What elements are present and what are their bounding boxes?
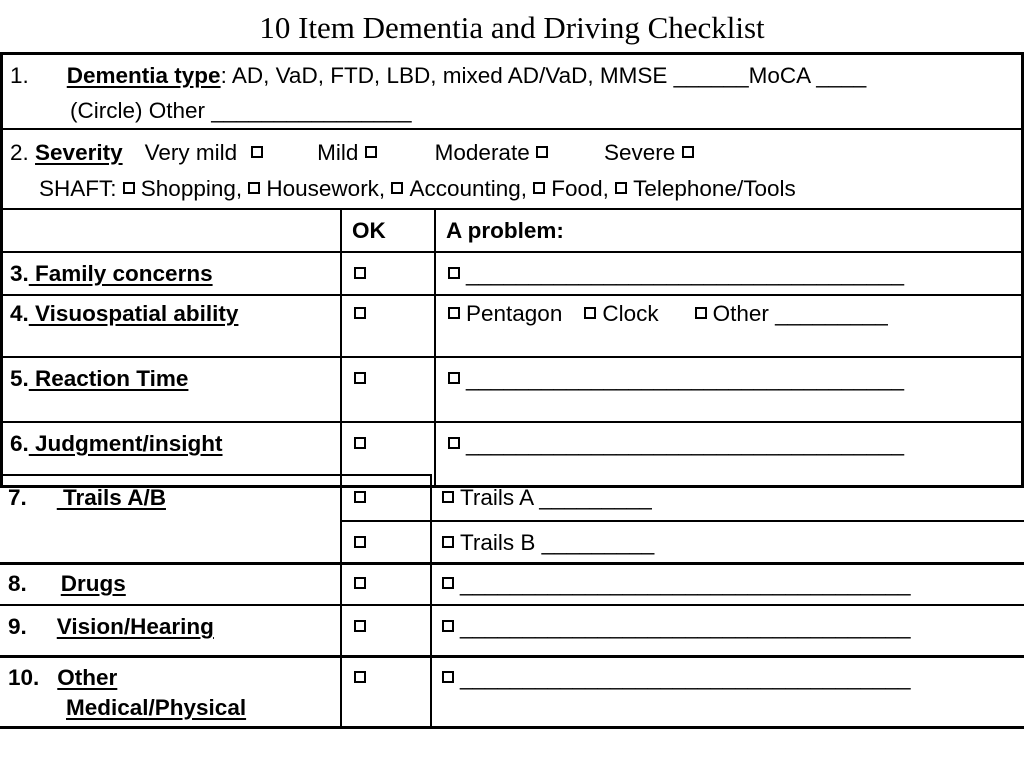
item-number: 1. [10,63,29,88]
checkbox[interactable] [448,267,460,279]
shaft-shopping: Shopping, [140,176,243,201]
problem-cell [442,613,910,641]
shaft-housework: Housework, [266,176,386,201]
checkbox[interactable] [123,182,135,194]
ok-cell [354,613,372,641]
severity-label: Severity [35,140,123,165]
checkbox[interactable] [615,182,627,194]
shaft-label: SHAFT: [39,176,117,201]
ok-cell [354,529,372,557]
checkbox[interactable] [448,437,460,449]
problem-cell [442,484,652,512]
column-divider [340,208,342,487]
dementia-type-other: (Circle) Other ________________ [70,98,412,123]
problem-blank: ____________________________________ [460,614,911,639]
problem-blank: ____________________________________ [460,665,911,690]
dementia-type-label: Dementia type [66,63,221,88]
ok-cell [354,430,372,458]
checkbox[interactable] [365,146,377,158]
checkbox[interactable] [682,146,694,158]
row-divider [0,655,1024,658]
problem-cell [442,570,910,598]
problem-blank: ___________________________________ [466,366,904,391]
shaft-telephone-tools: Telephone/Tools [633,176,796,201]
row-divider [0,562,1024,565]
checkbox[interactable] [442,577,454,589]
other-medical-label-line2: Medical/Physical [66,695,247,720]
row-divider [0,604,1024,606]
column-divider [430,474,432,728]
other-medical-label-line1: Other [57,665,118,690]
item-number: 2. [10,140,29,165]
column-divider [340,474,342,728]
column-header-ok: OK [352,218,386,243]
problem-cell [448,430,904,458]
checkbox[interactable] [391,182,403,194]
severity-moderate: Moderate [434,140,530,165]
shaft-row [39,175,796,203]
severity-very-mild: Very mild [144,140,238,165]
item-8-label: 8. Drugs [8,571,126,596]
item-6-label: 6. Judgment/insight [10,431,223,456]
row-divider [0,208,1024,210]
checkbox[interactable] [354,491,366,503]
column-divider [434,208,436,487]
item-7-label: 7. Trails A/B [8,485,166,510]
row-divider [0,294,1024,296]
pentagon-option: Pentagon [466,301,563,326]
ok-cell [354,664,372,692]
checkbox[interactable] [584,307,596,319]
clock-option: Clock [602,301,659,326]
checkbox[interactable] [354,267,366,279]
checkbox[interactable] [354,536,366,548]
visuospatial-label: Visuospatial ability [28,301,239,326]
item-9-label: 9. Vision/Hearing [8,614,214,639]
problem-cell [448,300,888,328]
family-concerns-label: Family concerns [28,261,213,286]
item-10-label: 10. Other [8,665,118,690]
row-divider [0,421,1024,423]
checkbox[interactable] [354,372,366,384]
item-3-label: 3. Family concerns [10,261,213,286]
checkbox[interactable] [533,182,545,194]
column-header-problem: A problem: [446,218,564,243]
row-divider [342,520,1024,522]
row-divider [0,474,430,476]
item-4-label: 4. Visuospatial ability [10,301,239,326]
problem-blank: ___________________________________ [466,261,904,286]
problem-blank: ____________________________________ [460,571,911,596]
trails-a: Trails A _________ [460,485,652,510]
checkbox[interactable] [354,307,366,319]
checkbox[interactable] [536,146,548,158]
table-top-border [0,52,1024,55]
shaft-food: Food, [551,176,609,201]
page-title: 10 Item Dementia and Driving Checklist [259,10,765,45]
checkbox[interactable] [448,307,460,319]
problem-blank: ___________________________________ [466,431,904,456]
checkbox[interactable] [354,620,366,632]
checkbox[interactable] [448,372,460,384]
checkbox[interactable] [354,437,366,449]
other-option: Other _________ [712,301,888,326]
row-divider [0,251,1024,253]
severity-severe: Severe [603,140,676,165]
ok-cell [354,570,372,598]
ok-cell [354,484,372,512]
vision-hearing-label: Vision/Hearing [56,614,214,639]
trails-b: Trails B _________ [460,530,655,555]
ok-cell [354,365,372,393]
checkbox[interactable] [248,182,260,194]
problem-cell [442,529,654,557]
shaft-accounting: Accounting, [409,176,528,201]
dementia-type-options: : AD, VaD, FTD, LBD, mixed AD/VaD, MMSE ______MoCA ____ [220,63,867,88]
row-divider [0,128,1024,130]
item-1-row [10,62,866,90]
checkbox[interactable] [442,491,454,503]
checkbox[interactable] [442,536,454,548]
judgment-label: Judgment/insight [28,431,223,456]
problem-cell [448,260,904,288]
drugs-label: Drugs [60,571,126,596]
ok-cell [354,260,372,288]
checkbox[interactable] [251,146,263,158]
problem-cell [442,664,910,692]
trails-label: Trails A/B [56,485,166,510]
severity-mild: Mild [317,140,359,165]
checkbox[interactable] [354,577,366,589]
reaction-time-label: Reaction Time [28,366,189,391]
other-medical-label-line2-wrap [66,694,246,722]
checkbox[interactable] [695,307,707,319]
table-bottom-border [0,726,1024,729]
problem-cell [448,365,904,393]
checkbox[interactable] [354,671,366,683]
item-2-row [10,139,700,167]
row-divider [0,356,1024,358]
ok-cell [354,300,372,328]
checkbox[interactable] [442,671,454,683]
item-5-label: 5. Reaction Time [10,366,189,391]
checkbox[interactable] [442,620,454,632]
